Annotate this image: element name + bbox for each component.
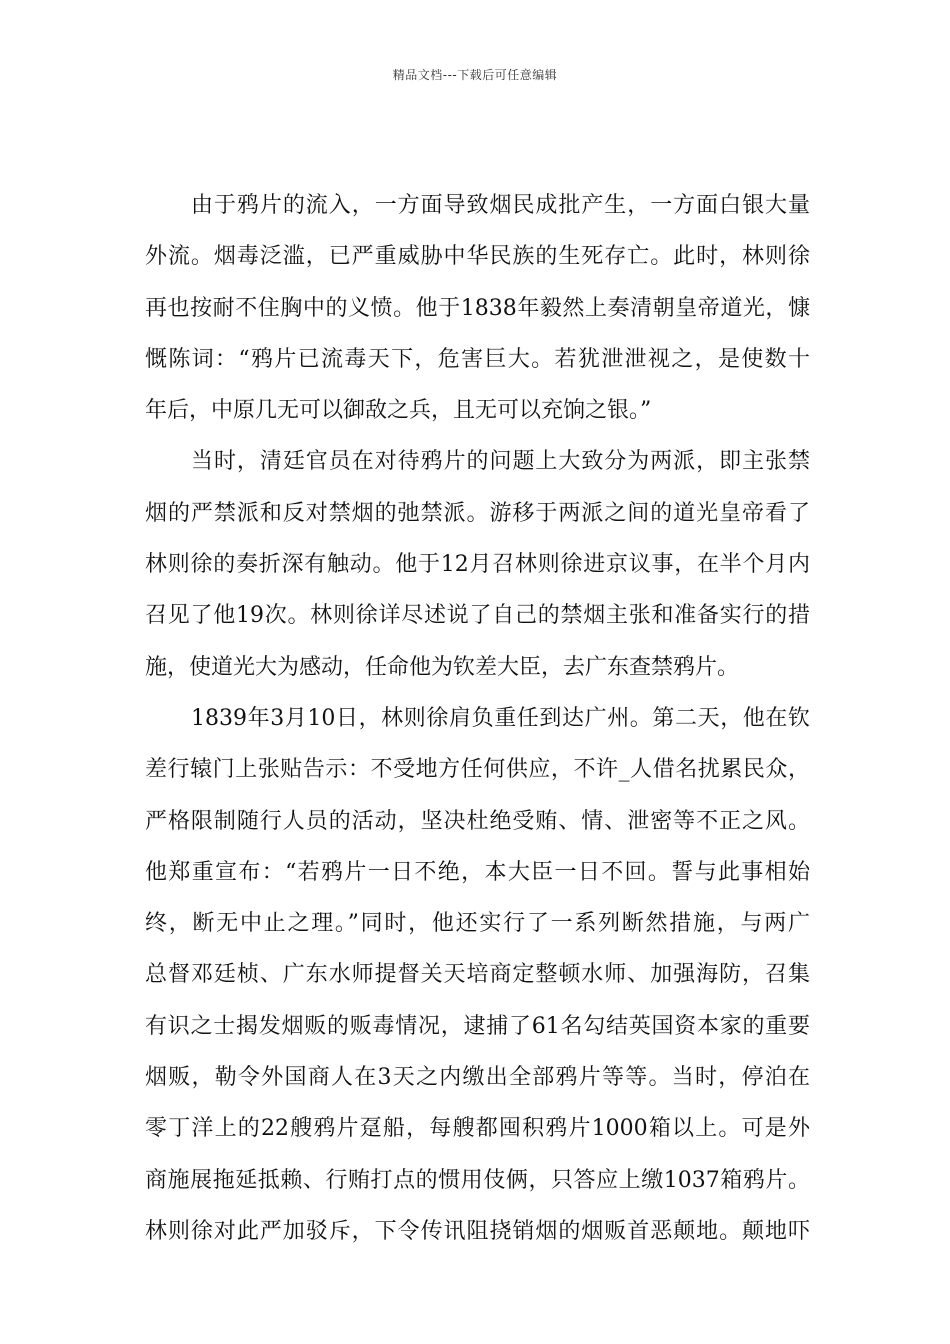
text-line: 烟贩，勒令外国商人在3天之内缴出全部鸦片等等。当时，停泊在 (145, 1065, 810, 1091)
text-line: 再也按耐不住胸中的义愤。他于1838年毅然上奏清朝皇帝道光，慷 (145, 295, 810, 321)
paragraph (145, 693, 810, 1257)
text-line: 当时，清廷官员在对待鸦片的问题上大致分为两派，即主张禁 (191, 449, 810, 475)
text-line: 终，断无中止之理。”同时，他还实行了一系列断然措施，与两广 (145, 911, 810, 937)
text-line: 商施展拖延抵赖、行贿打点的惯用伎俩，只答应上缴1037箱鸦片。 (145, 1167, 810, 1193)
text-line: 林则徐的奏折深有触动。他于12月召林则徐进京议事，在半个月内 (145, 552, 810, 578)
text-line: 零丁洋上的22艘鸦片趸船，每艘都囤积鸦片1000箱以上。可是外 (145, 1116, 810, 1142)
text-line: 他郑重宣布：“若鸦片一日不绝，本大臣一日不回。誓与此事相始 (145, 859, 810, 885)
page-header: 精品文档---下载后可任意编辑 (392, 68, 558, 82)
text-line: 慨陈词：“鸦片已流毒天下，危害巨大。若犹泄泄视之，是使数十 (145, 346, 810, 372)
text-line: 有识之士揭发烟贩的贩毒情况，逮捕了61名勾结英国资本家的重要 (145, 1013, 810, 1039)
text-line: 严格限制随行人员的活动，坚决杜绝受贿、情、泄密等不正之风。 (145, 808, 810, 834)
text-line: 总督邓廷桢、广东水师提督关天培商定整顿水师、加强海防，召集 (145, 962, 810, 988)
document-body (145, 180, 810, 1257)
text-line: 召见了他19次。林则徐详尽述说了自己的禁烟主张和准备实行的措 (145, 603, 810, 629)
text-line: 外流。烟毒泛滥，已严重威胁中华民族的生死存亡。此时，林则徐 (145, 244, 810, 270)
text-line: 由于鸦片的流入，一方面导致烟民成批产生，一方面白银大量 (191, 193, 810, 218)
text-line: 施，使道光大为感动，任命他为钦差大臣，去广东查禁鸦片。 (145, 654, 740, 680)
text-line: 年后，中原几无可以御敌之兵，且无可以充饷之银。” (145, 398, 652, 424)
paragraph (145, 180, 810, 436)
text-line: 1839年3月10日，林则徐肩负重任到达广州。第二天，他在钦 (191, 705, 810, 731)
paragraph (145, 436, 810, 692)
text-line: 烟的严禁派和反对禁烟的弛禁派。游移于两派之间的道光皇帝看了 (145, 500, 810, 526)
text-line: 林则徐对此严加驳斥，下令传讯阻挠销烟的烟贩首恶颠地。颠地吓 (145, 1218, 810, 1244)
text-line: 差行辕门上张贴告示：不受地方任何供应，不许_人借名扰累民众， (145, 757, 810, 783)
